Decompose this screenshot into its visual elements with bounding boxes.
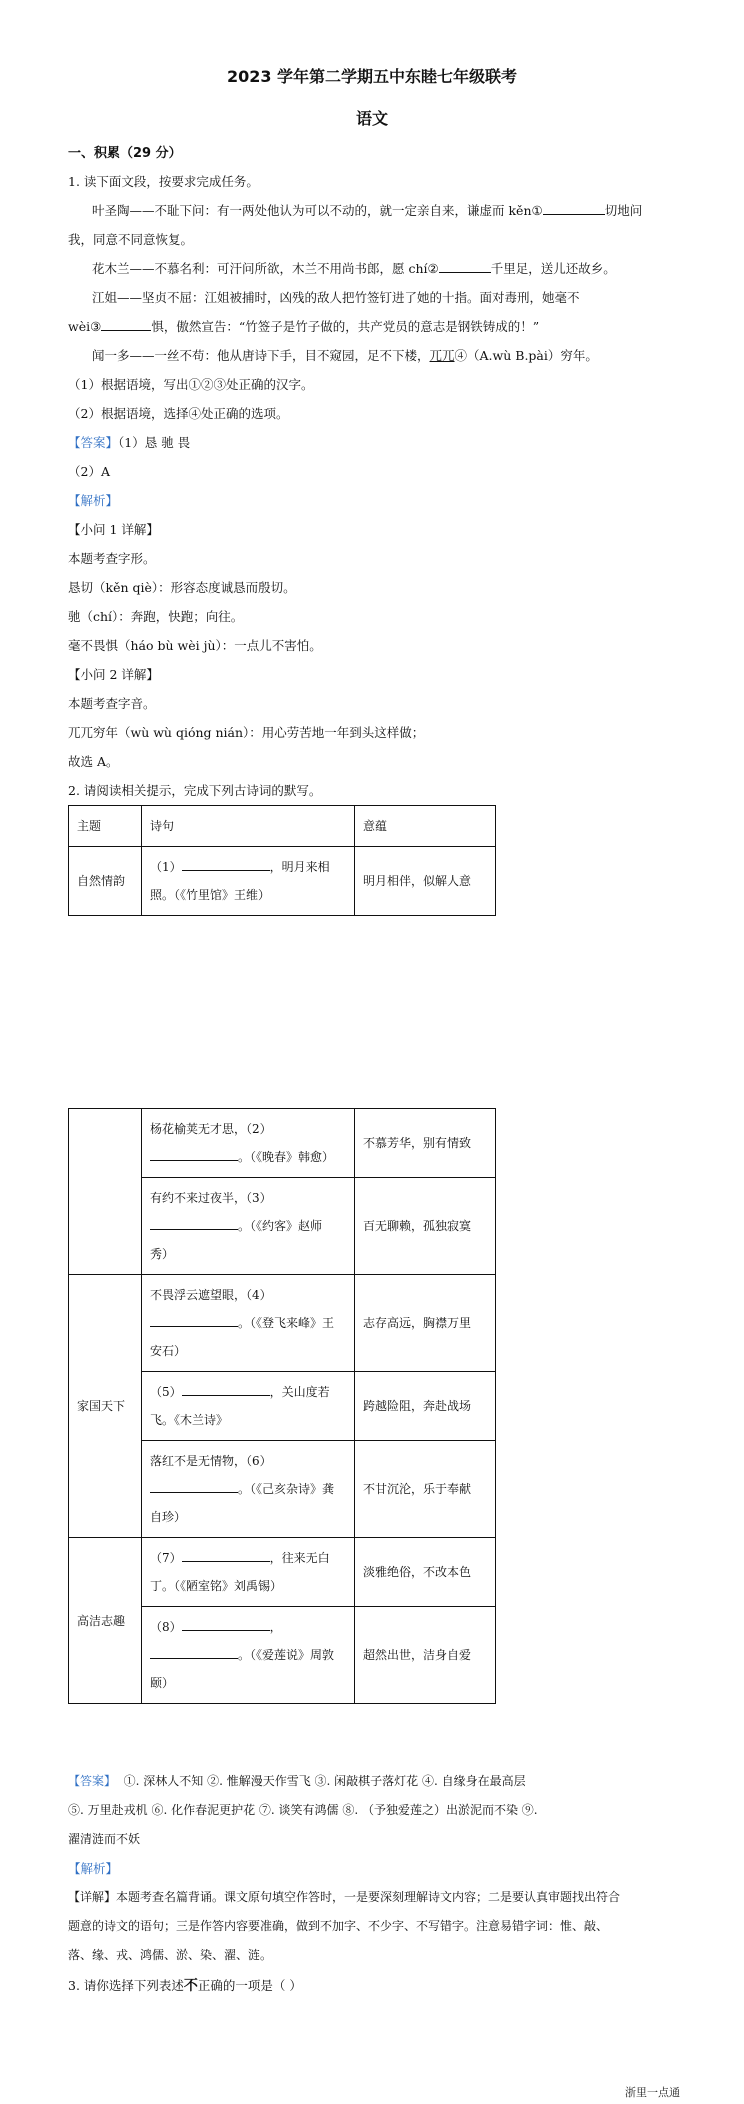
q1-detail-1-heading: 【小问 1 详解】 bbox=[68, 522, 159, 537]
verse-blank bbox=[150, 1160, 238, 1161]
table-header-cell: 诗句 bbox=[142, 806, 355, 847]
verse-text: 照。（《竹里馆》王维） bbox=[150, 888, 271, 902]
verse-cell bbox=[142, 1109, 355, 1178]
q1-answer bbox=[68, 433, 190, 451]
verse-blank bbox=[182, 1561, 270, 1562]
q1-detail-2-line: 故选 A。 bbox=[68, 754, 119, 769]
q2-answer-text: ①. 深林人不知 ②. 惟解漫天作雪飞 ③. 闲敲棋子落灯花 ④. 自缘身在最高层 bbox=[123, 1774, 526, 1788]
verse-blank bbox=[182, 1630, 270, 1631]
q1-p4-options: ④（A.wù B.pài）穷年。 bbox=[454, 348, 598, 363]
verse-text: 秀） bbox=[150, 1247, 175, 1261]
meaning-cell: 跨越险阻，奔赴战场 bbox=[355, 1372, 496, 1441]
blank-1 bbox=[543, 214, 605, 215]
q1-paragraph-3: 江姐——坚贞不屈：江姐被捕时，凶残的敌人把竹签钉进了她的十指。面对毒刑，她毫不 bbox=[92, 290, 580, 305]
meaning-cell: 不甘沉沦，乐于奉献 bbox=[355, 1441, 496, 1538]
table-row bbox=[69, 1538, 496, 1607]
table-row bbox=[69, 847, 496, 916]
verse-text: ，往来无白 bbox=[269, 1551, 330, 1565]
verse-cell bbox=[142, 1538, 355, 1607]
verse-text: 有约不来过夜半，（3） bbox=[150, 1191, 272, 1205]
meaning-cell: 志存高远，胸襟万里 bbox=[355, 1275, 496, 1372]
page-title: 2023 学年第二学期五中东睦七年级联考 bbox=[226, 67, 518, 86]
verse-text: ， bbox=[269, 1620, 282, 1634]
q3-prompt-text: 正确的一项是（ ） bbox=[197, 1978, 302, 1993]
q3-prompt bbox=[68, 1975, 302, 1995]
q1-answer-2: （2）A bbox=[68, 464, 110, 479]
verse-cell bbox=[142, 1372, 355, 1441]
verse-text: 杨花榆荚无才思，（2） bbox=[150, 1122, 272, 1136]
q1-p4-underlined: 兀兀 bbox=[429, 348, 455, 363]
q1-p2-text-b: 千里足，送儿还故乡。 bbox=[490, 261, 616, 276]
table-row bbox=[69, 1109, 496, 1178]
blank-3 bbox=[101, 330, 151, 331]
table-row bbox=[69, 1275, 496, 1372]
q1-paragraph-1 bbox=[92, 201, 642, 219]
verse-text: 颐） bbox=[150, 1676, 175, 1690]
verse-text: 不畏浮云遮望眼，（4） bbox=[150, 1288, 272, 1302]
verse-blank bbox=[150, 1229, 238, 1230]
q3-prompt-emphasis: 不 bbox=[183, 1978, 198, 1994]
q2-detail-line: 落、缘、戎、鸿儒、淤、染、濯、涟。 bbox=[68, 1948, 273, 1962]
q1-sub1: （1）根据语境，写出①②③处正确的汉字。 bbox=[68, 377, 314, 392]
poem-table-1 bbox=[68, 805, 496, 916]
verse-blank bbox=[150, 1492, 238, 1493]
q1-p1-text: 叶圣陶——不耻下问：有一两处他认为可以不动的，就一定亲自来，谦虚而 kěn① bbox=[92, 203, 543, 218]
analysis-label: 【解析】 bbox=[68, 493, 119, 508]
theme-cell: 自然情韵 bbox=[69, 847, 142, 916]
q1-p3-text: 惧，傲然宣告：“竹签子是竹子做的，共产党员的意志是钢铁铸成的！” bbox=[151, 319, 540, 334]
q1-detail-1-line: 本题考查字形。 bbox=[68, 551, 156, 566]
q1-detail-1-line: 驰（chí）：奔跑，快跑；向往。 bbox=[68, 609, 244, 624]
q2-answer-line-2: ⑤. 万里赴戎机 ⑥. 化作春泥更护花 ⑦. 谈笑有鸿儒 ⑧. （予独爱莲之）出淤泥而不染 ⑨. bbox=[68, 1803, 538, 1817]
verse-text: 。（《爱莲说》周敦 bbox=[238, 1648, 335, 1662]
verse-text: 丁。（《陋室铭》刘禹锡） bbox=[150, 1579, 283, 1593]
answer-label: 【答案】 bbox=[68, 1774, 117, 1788]
q1-prompt: 1. 读下面文段，按要求完成任务。 bbox=[68, 174, 259, 189]
q2-answer-line-3: 濯清涟而不妖 bbox=[68, 1832, 141, 1846]
q1-p4-text: 闻一多——一丝不苟：他从唐诗下手，目不窥园，足不下楼， bbox=[92, 348, 430, 363]
verse-blank bbox=[150, 1326, 238, 1327]
verse-blank bbox=[182, 1395, 270, 1396]
q1-detail-1-line: 恳切（kěn qiè）：形容态度诚恳而殷切。 bbox=[68, 580, 296, 595]
verse-cell bbox=[142, 1607, 355, 1704]
q1-detail-2-heading: 【小问 2 详解】 bbox=[68, 667, 159, 682]
verse-text: （8） bbox=[150, 1620, 182, 1634]
meaning-cell: 超然出世，洁身自爱 bbox=[355, 1607, 496, 1704]
page-subtitle: 语文 bbox=[355, 109, 388, 128]
q1-sub2: （2）根据语境，选择④处正确的选项。 bbox=[68, 406, 289, 421]
q1-p3-pinyin: wèi③ bbox=[68, 319, 102, 334]
verse-text: ，关山度若 bbox=[269, 1385, 330, 1399]
verse-text: （1） bbox=[150, 860, 182, 874]
theme-cell: 高洁志趣 bbox=[69, 1538, 142, 1704]
table-header-row bbox=[69, 806, 496, 847]
q2-answer-line-1 bbox=[68, 1772, 526, 1789]
blank-2 bbox=[439, 272, 491, 273]
table-header-cell: 主题 bbox=[69, 806, 142, 847]
q2-detail-line: 题意的诗文的语句；三是作答内容要准确，做到不加字、不少字、不写错字。注意易错字词：惟、敲、 bbox=[68, 1919, 609, 1933]
q1-paragraph-3-cont bbox=[68, 317, 539, 335]
meaning-cell: 不慕芳华，别有情致 bbox=[355, 1109, 496, 1178]
verse-text: 落红不是无情物，（6） bbox=[150, 1454, 272, 1468]
q1-paragraph-4 bbox=[92, 346, 598, 364]
verse-cell bbox=[142, 847, 355, 916]
meaning-cell: 淡雅绝俗，不改本色 bbox=[355, 1538, 496, 1607]
theme-cell: 家国天下 bbox=[69, 1275, 142, 1538]
meaning-cell: 百无聊赖，孤独寂寞 bbox=[355, 1178, 496, 1275]
section-heading: 一、积累（29 分） bbox=[68, 146, 182, 161]
verse-text: ，明月来相 bbox=[269, 860, 330, 874]
verse-text: 。（《己亥杂诗》龚 bbox=[238, 1482, 335, 1496]
table-header-cell: 意蕴 bbox=[355, 806, 496, 847]
verse-cell bbox=[142, 1178, 355, 1275]
verse-text: （7） bbox=[150, 1551, 182, 1565]
q1-answer-1: （1）恳 驰 畏 bbox=[118, 435, 191, 450]
meaning-cell: 明月相伴，似解人意 bbox=[355, 847, 496, 916]
verse-text: 飞。《木兰诗》 bbox=[150, 1413, 229, 1427]
verse-text: 安石） bbox=[150, 1344, 187, 1358]
q1-detail-1-line: 毫不畏惧（háo bù wèi jù）：一点儿不害怕。 bbox=[68, 638, 322, 653]
q1-p2-text: 花木兰——不慕名利：可汗问所欲，木兰不用尚书郎，愿 chí② bbox=[92, 261, 439, 276]
verse-text: 自珍） bbox=[150, 1510, 187, 1524]
verse-text: 。（《登飞来峰》王 bbox=[238, 1316, 335, 1330]
q2-prompt: 2. 请阅读相关提示，完成下列古诗词的默写。 bbox=[68, 783, 322, 798]
poem-table-2 bbox=[68, 1108, 496, 1704]
q1-p1-text-b: 切地问 bbox=[604, 203, 643, 218]
theme-cell-empty bbox=[69, 1109, 142, 1275]
verse-blank bbox=[182, 870, 270, 871]
verse-text: 。（《约客》赵师 bbox=[238, 1219, 323, 1233]
q1-paragraph-1-cont: 我，同意不同意恢复。 bbox=[68, 232, 194, 247]
verse-cell bbox=[142, 1275, 355, 1372]
verse-cell bbox=[142, 1441, 355, 1538]
q1-detail-2-line: 兀兀穷年（wù wù qióng nián）：用心劳苦地一年到头这样做； bbox=[68, 725, 425, 740]
answer-label: 【答案】 bbox=[68, 435, 119, 450]
verse-blank bbox=[150, 1658, 238, 1659]
q1-paragraph-2 bbox=[92, 259, 616, 277]
footer-brand: 浙里一点通 bbox=[625, 2086, 680, 2099]
analysis-label: 【解析】 bbox=[68, 1861, 119, 1876]
q1-detail-2-line: 本题考查字音。 bbox=[68, 696, 156, 711]
verse-text: 。（《晚春》韩愈） bbox=[238, 1150, 335, 1164]
verse-text: （5） bbox=[150, 1385, 182, 1399]
q2-detail-line: 【详解】本题考查名篇背诵。课文原句填空作答时，一是要深刻理解诗文内容；二是要认真审题找出符合 bbox=[68, 1890, 621, 1904]
q3-prompt-text: 3. 请你选择下列表述 bbox=[68, 1978, 184, 1993]
